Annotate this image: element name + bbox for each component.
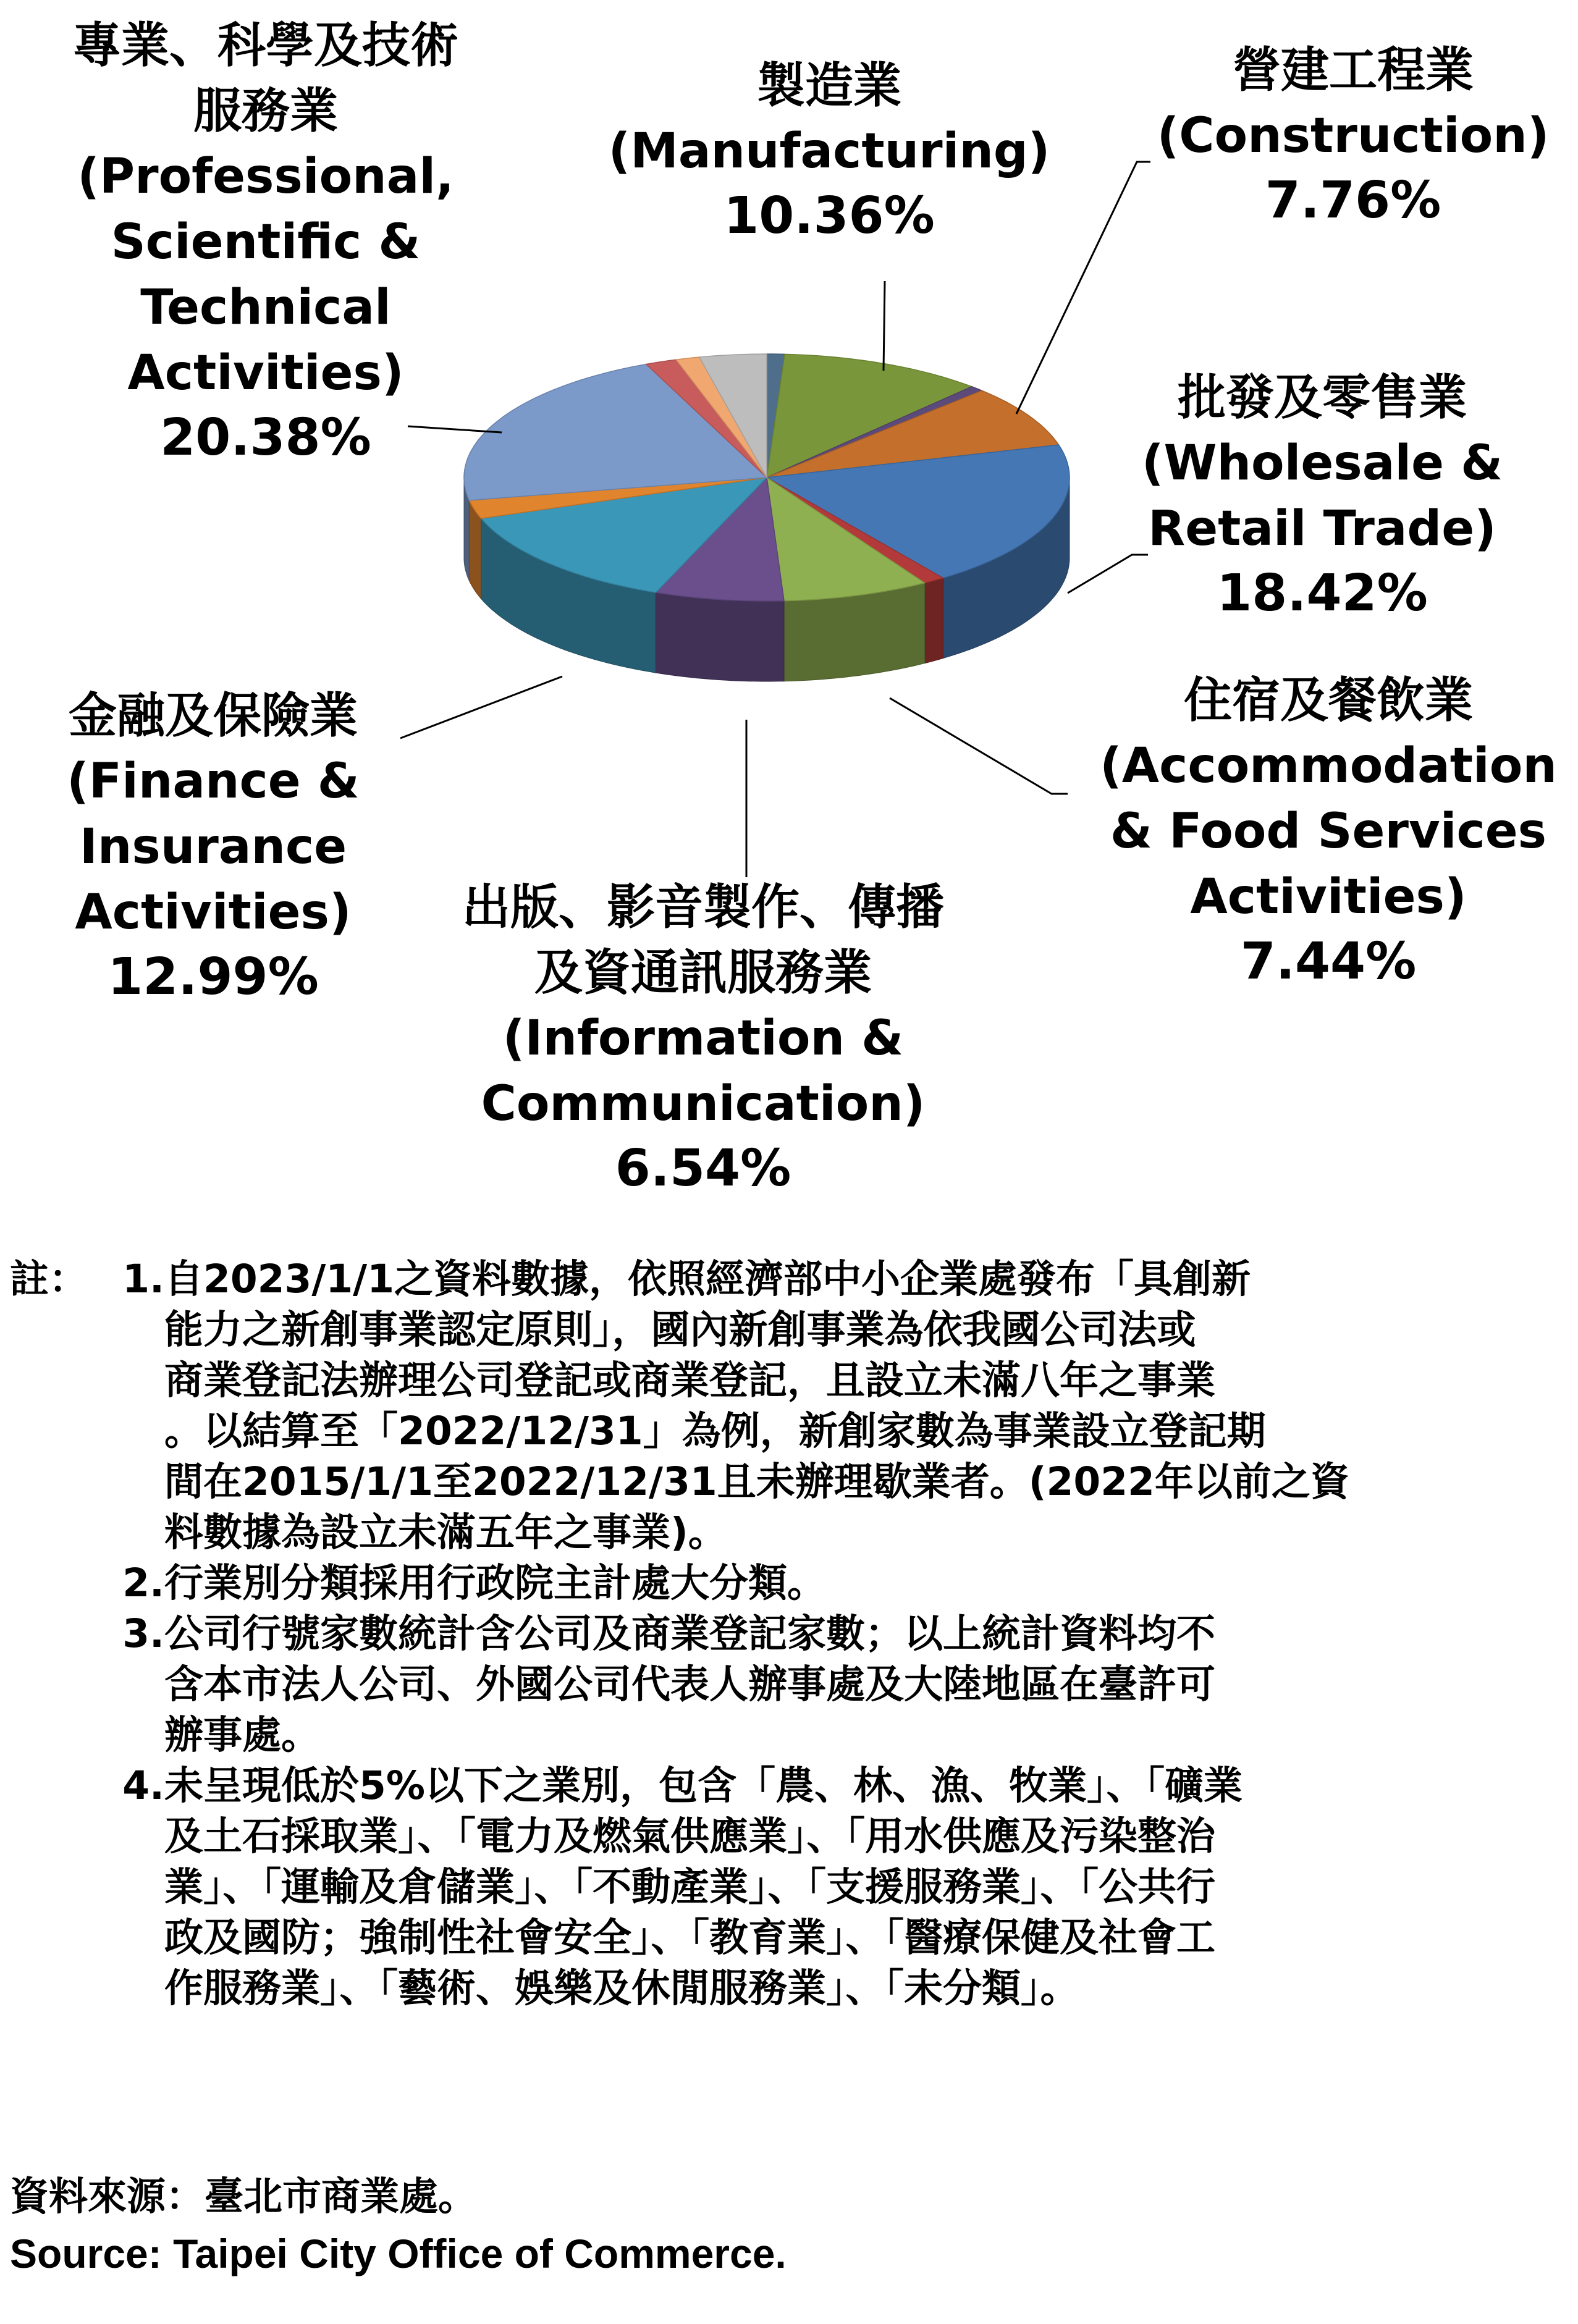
- label-construction-line-0: 營建工程業: [1232, 43, 1474, 98]
- label-professional: [73, 18, 458, 467]
- label-manufacturing: [609, 58, 1050, 245]
- label-construction-line-1: (Construction): [1157, 108, 1550, 164]
- label-professional-line-4: Technical: [140, 280, 391, 335]
- leader-line-manufacturing: [884, 281, 885, 371]
- note-3-line-3: 辦事處。: [164, 1712, 320, 1758]
- note-1-line-1: [10, 1254, 1567, 1305]
- label-information: [462, 880, 944, 1198]
- label-information-percent: 6.54%: [615, 1139, 791, 1198]
- label-manufacturing-line-1: (Manufacturing): [608, 124, 1050, 179]
- label-construction-percent: 7.76%: [1265, 171, 1441, 230]
- pie-side-other_c: [925, 578, 943, 663]
- note-number: 1.: [122, 1257, 164, 1302]
- label-wholesale-line-1: (Wholesale &: [1141, 436, 1503, 491]
- note-4-line-2: 及土石採取業」、「電力及燃氣供應業」、「用水供應及污染整治: [164, 1814, 1215, 1859]
- label-wholesale-line-2: Retail Trade): [1148, 501, 1496, 557]
- note-4-line-3: 業」、「運輸及倉儲業」、「不動產業」、「支援服務業」、「公共行: [164, 1864, 1215, 1909]
- label-manufacturing-line-0: 製造業: [756, 58, 902, 114]
- label-manufacturing-percent: 10.36%: [724, 187, 935, 245]
- label-professional-line-2: (Professional,: [77, 149, 454, 204]
- note-4-line-4: 政及國防；強制性社會安全」、「教育業」、「醫療保健及社會工: [164, 1915, 1215, 1960]
- note-head: [10, 1609, 115, 1659]
- label-finance-line-1: (Finance &: [67, 754, 360, 809]
- note-text: 行業別分類採用行政院主計處大分類。: [164, 1560, 826, 1606]
- pie-side-information: [656, 592, 785, 681]
- label-finance-line-2: Insurance: [79, 819, 347, 875]
- note-head: [10, 1761, 115, 1811]
- note-head: 註：: [10, 1257, 88, 1302]
- label-wholesale-percent: 18.42%: [1217, 564, 1428, 623]
- pie-tops: [464, 354, 1070, 601]
- label-professional-line-3: Scientific &: [111, 214, 421, 270]
- label-professional-line-0: 專業、科學及技術: [72, 18, 459, 74]
- note-number: 2.: [122, 1560, 164, 1606]
- label-information-line-2: (Information &: [502, 1011, 904, 1066]
- note-3-line-1: [10, 1609, 1567, 1659]
- note-4-line-1: [10, 1761, 1567, 1811]
- label-accommodation-line-2: & Food Services: [1110, 804, 1547, 859]
- note-text: 自2023/1/1之資料數據，依照經濟部中小企業處發布「具創新: [164, 1257, 1251, 1302]
- leader-line-wholesale: [1068, 555, 1148, 593]
- label-professional-percent: 20.38%: [160, 408, 371, 467]
- note-text: 未呈現低於5%以下之業別，包含「農、林、漁、牧業」、「礦業: [164, 1763, 1243, 1808]
- note-2-line-1: [10, 1558, 1567, 1609]
- note-3-line-2: 含本市法人公司、外國公司代表人辦事處及大陸地區在臺許可: [164, 1662, 1215, 1707]
- note-1-line-3: 商業登記法辦理公司登記或商業登記，且設立未滿八年之事業: [164, 1358, 1215, 1403]
- note-1-line-5: 間在2015/1/1至2022/12/31且未辦理歇業者。(2022年以前之資: [164, 1459, 1349, 1504]
- source-en: Source: Taipei City Office of Commerce.: [10, 2231, 787, 2276]
- leader-line-accommodation: [890, 698, 1068, 794]
- leader-line-finance: [400, 676, 562, 738]
- label-wholesale: [1142, 370, 1503, 623]
- note-number: 3.: [122, 1611, 164, 1656]
- label-finance-line-3: Activities): [75, 885, 352, 940]
- note-4-line-5: 作服務業」、「藝術、娛樂及休閒服務業」、「未分類」。: [164, 1966, 1079, 2011]
- note-text: 公司行號家數統計含公司及商業登記家數；以上統計資料均不: [164, 1611, 1215, 1656]
- label-accommodation: [1100, 673, 1557, 991]
- label-information-line-3: Communication): [481, 1076, 926, 1132]
- label-professional-line-5: Activities): [127, 345, 404, 401]
- note-1-line-6: 料數據為設立未滿五年之事業)。: [164, 1510, 727, 1555]
- label-finance-line-0: 金融及保險業: [68, 688, 358, 744]
- leader-line-construction: [1016, 162, 1150, 414]
- source-zh: 資料來源：臺北市商業處。: [10, 2174, 477, 2219]
- label-accommodation-line-0: 住宿及餐飲業: [1183, 673, 1474, 728]
- label-accommodation-line-1: (Accommodation: [1100, 738, 1557, 794]
- label-finance-percent: 12.99%: [108, 948, 319, 1006]
- label-finance: [67, 688, 360, 1006]
- label-construction: [1157, 43, 1550, 230]
- label-accommodation-percent: 7.44%: [1240, 932, 1417, 991]
- label-professional-line-1: 服務業: [193, 83, 339, 139]
- label-information-line-0: 出版、影音製作、傳播: [462, 880, 945, 935]
- note-head: [10, 1558, 115, 1609]
- label-information-line-1: 及資通訊服務業: [534, 945, 872, 1001]
- note-1-line-4: 。以結算至「2022/12/31」為例，新創家數為事業設立登記期: [164, 1408, 1266, 1454]
- footnotes: [10, 1254, 1567, 2014]
- note-1-line-2: 能力之新創事業認定原則」，國內新創事業為依我國公司法或: [164, 1307, 1196, 1352]
- label-accommodation-line-3: Activities): [1190, 869, 1467, 925]
- label-wholesale-line-0: 批發及零售業: [1177, 370, 1467, 426]
- note-number: 4.: [122, 1763, 164, 1808]
